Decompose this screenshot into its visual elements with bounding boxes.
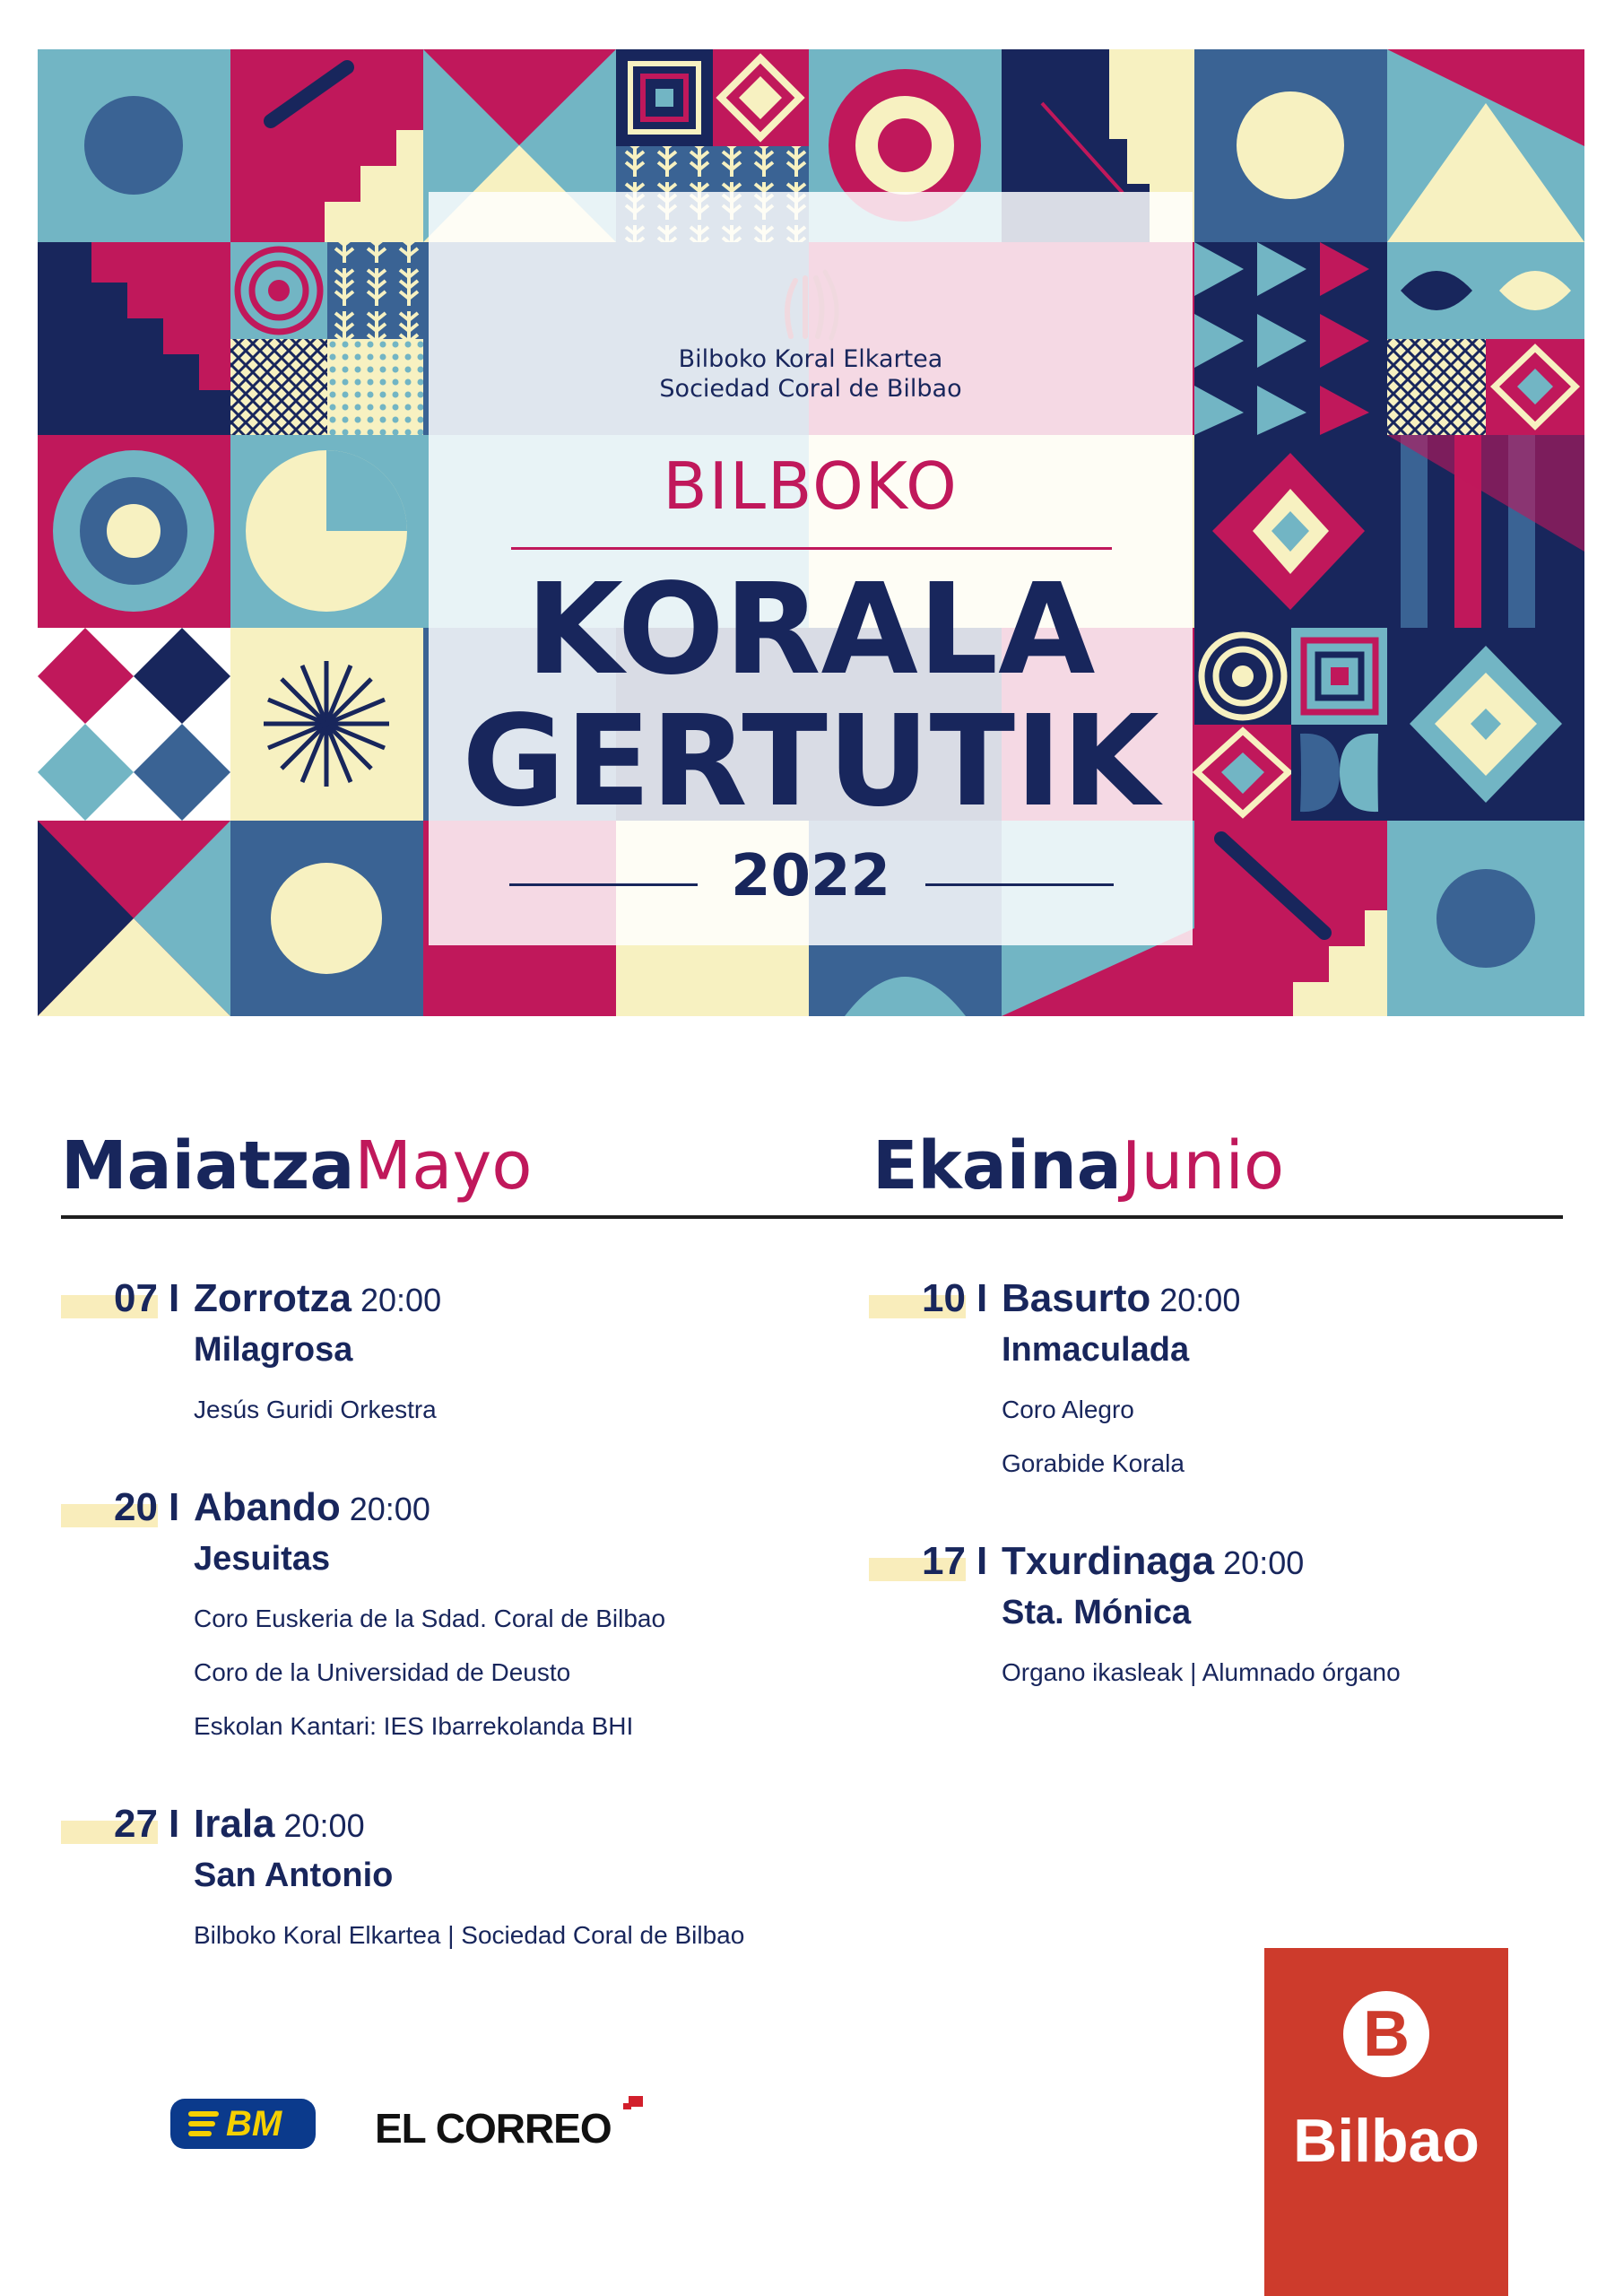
event-day: 10 <box>922 1276 966 1320</box>
event-performer: Coro Euskeria de la Sdad. Coral de Bilbao <box>194 1605 666 1632</box>
month-basque: Ekaina <box>872 1127 1122 1205</box>
event-separator: I <box>976 1539 988 1583</box>
event-performer: Gorabide Korala <box>1002 1449 1185 1477</box>
month-spanish: Junio <box>1121 1127 1285 1205</box>
title-line-2: GERTUTIK <box>462 689 1159 835</box>
bilbao-b-badge: B <box>1343 1991 1429 2077</box>
title-year: 2022 <box>730 843 891 909</box>
el-correo-mark-icon <box>623 2096 643 2114</box>
title-line-1: KORALA <box>525 557 1096 703</box>
month-spanish: Mayo <box>354 1127 533 1205</box>
event-time: 20:00 <box>1159 1282 1241 1318</box>
event-performer: Coro Alegro <box>1002 1396 1134 1423</box>
month-basque: Maiatza <box>61 1127 355 1205</box>
month-heading-may <box>61 1126 533 1206</box>
event-performer: Bilboko Koral Elkartea | Sociedad Coral de Bilbao <box>194 1921 745 1949</box>
event-separator: I <box>169 1485 180 1529</box>
event-heading <box>194 1483 430 1542</box>
event-performer: Jesús Guridi Orkestra <box>194 1396 437 1423</box>
event-venue: Milagrosa <box>194 1331 353 1369</box>
event-time: 20:00 <box>283 1807 365 1844</box>
event-heading <box>194 1274 441 1333</box>
month-heading-june <box>872 1126 1284 1206</box>
month-divider <box>61 1215 1563 1219</box>
event-venue: Jesuitas <box>194 1540 331 1578</box>
event-heading <box>1002 1274 1240 1333</box>
event-venue: Sta. Mónica <box>1002 1594 1192 1631</box>
event-separator: I <box>169 1802 180 1846</box>
event-day: 27 <box>114 1802 158 1846</box>
event-place: Irala <box>194 1802 275 1846</box>
event-venue: San Antonio <box>194 1857 394 1894</box>
el-correo-logo-icon: EL CORREO <box>375 2105 612 2152</box>
event-performer: Eskolan Kantari: IES Ibarrekolanda BHI <box>194 1712 634 1740</box>
event-place: Basurto <box>1002 1276 1151 1320</box>
event-place: Zorrotza <box>194 1276 352 1320</box>
bilbao-wordmark: Bilbao <box>1293 2107 1480 2175</box>
bm-logo-icon <box>170 2099 316 2149</box>
bilbao-logo-icon <box>1264 1948 1508 2296</box>
event-time: 20:00 <box>360 1282 442 1318</box>
event-day: 20 <box>114 1485 158 1529</box>
org-name-basque: Bilboko Koral Elkartea <box>678 345 943 373</box>
bm-logo-text: BM <box>226 2104 282 2144</box>
event-venue: Inmaculada <box>1002 1331 1190 1369</box>
org-name-spanish: Sociedad Coral de Bilbao <box>659 375 962 403</box>
event-place: Txurdinaga <box>1002 1539 1215 1583</box>
event-separator: I <box>169 1276 180 1320</box>
event-performer: Coro de la Universidad de Deusto <box>194 1658 571 1686</box>
title-kicker: BILBOKO <box>663 448 959 524</box>
event-day: 17 <box>922 1539 966 1583</box>
event-heading <box>1002 1536 1304 1596</box>
event-separator: I <box>976 1276 988 1320</box>
event-day: 07 <box>114 1276 158 1320</box>
title-divider <box>511 547 1112 550</box>
bm-bars-icon <box>188 2111 219 2136</box>
event-time: 20:00 <box>1223 1544 1305 1581</box>
event-heading <box>194 1799 365 1858</box>
event-time: 20:00 <box>349 1491 430 1527</box>
event-place: Abando <box>194 1485 341 1529</box>
event-performer: Organo ikasleak | Alumnado órgano <box>1002 1658 1401 1686</box>
